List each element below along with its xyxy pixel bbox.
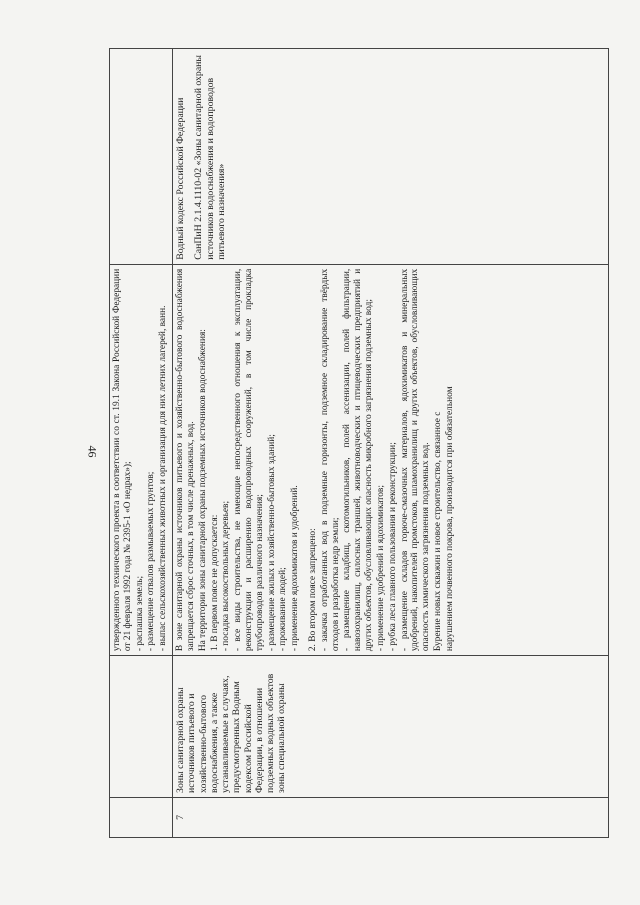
belt-2-item-2: - размещение кладбищ, скотомогильников, полей ассенизации, полей фильтрации, навозохранилищ, силосных траншей, животноводческих и птицеводческих предприятий и других объектов, обусловливающих опасность микробного загрязнения подземных вод;	[342, 268, 375, 652]
cont-num-cell	[110, 797, 173, 837]
row-number: 7	[173, 797, 609, 837]
cont-line-3: - размещение отвалов размываемых грунтов;	[146, 471, 157, 652]
cont-restrictions-cell	[110, 264, 173, 655]
cont-line-2: - распашка земель;	[134, 575, 145, 652]
cont-title-cell	[110, 656, 173, 798]
belt-2-item-1: - закачка отработанных вод в подземные горизонты, подземное складирование твёрдых отходов и разработка недр земли;	[319, 268, 341, 652]
belt-1-heading: 1. В первом поясе не допускается:	[209, 514, 220, 652]
zones-table	[109, 48, 609, 838]
table-row-7	[173, 49, 609, 838]
belt-1-item-1: - посадка высокоствольных деревьев;	[221, 500, 232, 652]
belt-2-heading: 2. Во втором поясе запрещено:	[308, 528, 318, 652]
documents-cell	[173, 49, 609, 265]
belt-1-item-3: - размещение жилых и хозяйственно-бытовых зданий;	[266, 434, 277, 652]
belt-2-item-5: - размещение складов горюче-смазочных материалов, ядохимикатов и минеральных удобрений, накопителей промстоков, шламохранилищ и других объектов, обусловливающих опасность химического загрязнения подземных вод.	[399, 268, 432, 652]
restrictions-cell	[173, 264, 609, 655]
belt-2-item-4: - рубка леса главного пользования и реконструкции;	[387, 442, 398, 652]
doc-2: СанПиН 2.1.4.1110-02 «Зоны санитарной охраны источников водоснабжения и водопроводов питьевого назначения»	[193, 54, 227, 260]
page-number: 46	[85, 445, 100, 458]
para-1: В зоне санитарной охраны источников питьевого и хозяйственно-бытового водоснабжения запрещается сброс сточных, в том числе дренажных, вод.	[175, 268, 196, 652]
belt-1-item-2: - все виды строительства, не имеющие непосредственного отношения к эксплуатации, реконструкции и расширению водопроводных сооружений, в том числе прокладка трубопроводов различного назначения;	[233, 268, 265, 652]
belt-2-item-6: Бурение новых скважин и новое строительство, связанное с	[432, 411, 443, 652]
zone-name-cell: Зоны санитарной охраны источников питьевого и хозяйственно-бытового водоснабжения, а также устанавливаемые в случаях, предусмотренных Водным кодексом Российской Федерации, в отношении подземных водных объектов зоны специальной охраны	[173, 656, 609, 798]
belt-2-item-7: нарушением почвенного покрова, производится при обязательном	[444, 386, 455, 652]
belt-1-item-5: - применение ядохимикатов и удобрений.	[290, 485, 301, 652]
rotated-table-wrapper	[109, 48, 609, 838]
belt-2-item-3: - применение удобрений и ядохимикатов;	[375, 485, 386, 652]
para-2: На территории зоны санитарной охраны подземных источников водоснабжения:	[197, 329, 208, 652]
table-row-continued	[110, 49, 173, 838]
cont-docs-cell	[110, 49, 173, 265]
belt-1-item-4: - проживание людей;	[278, 567, 289, 652]
doc-1: Водный кодекс Российской Федерации	[175, 97, 187, 260]
cont-line-4: - выпас сельскохозяйственных животных и организация для них летних лагерей, ванн.	[158, 305, 169, 652]
cont-line-1: утвержденного технического проекта в соответствии со ст. 19.1 Закона Российской Федерации от 21 февраля 1992 года № 2395-1 «О недрах»);	[112, 268, 133, 652]
